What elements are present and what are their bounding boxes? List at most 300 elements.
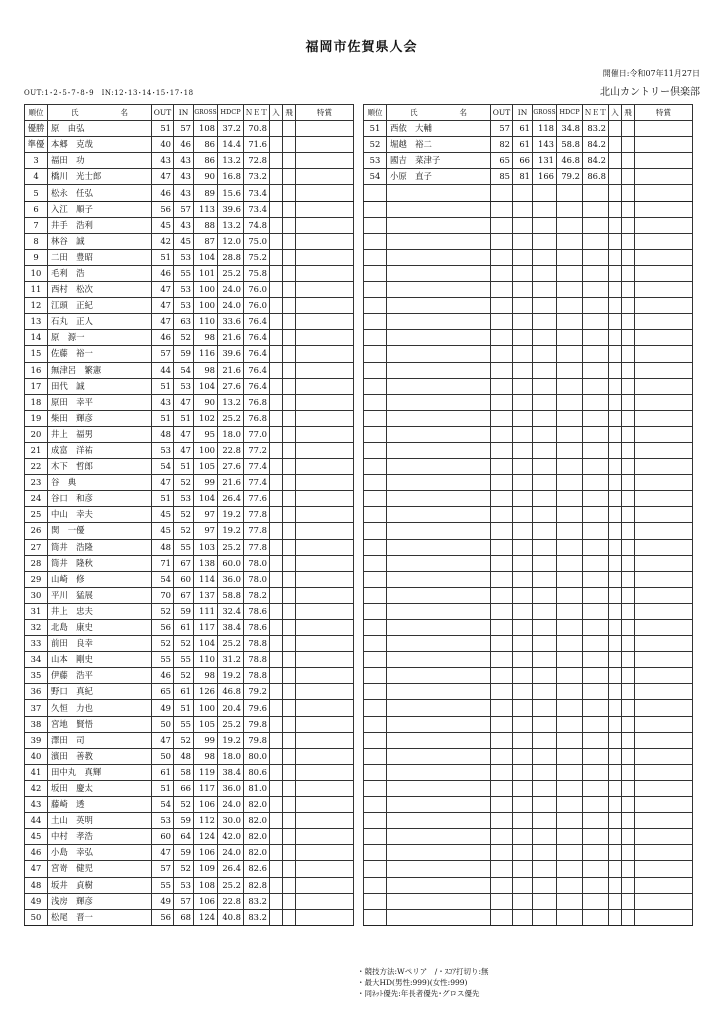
name-cell: 西村 松次 [48,282,152,298]
out-cell: 51 [152,410,174,426]
name-cell [387,249,491,265]
name-cell [387,909,491,925]
hi-cell [283,459,296,475]
prize-cell [296,555,354,571]
rank-cell: 18 [25,394,48,410]
hi-cell [283,587,296,603]
hdcp-cell: 16.8 [218,169,244,185]
out-cell [491,684,513,700]
in-cell [513,668,533,684]
name-cell: 二田 豊昭 [48,249,152,265]
iri-cell [270,330,283,346]
table-row [364,700,693,716]
gross-cell: 108 [194,877,218,893]
name-cell [387,185,491,201]
out-cell: 48 [152,539,174,555]
in-cell [513,265,533,281]
rank-cell [364,764,387,780]
iri-cell [609,603,622,619]
iri-cell [270,475,283,491]
net-cell [583,507,609,523]
in-cell: 61 [513,121,533,137]
in-cell [513,587,533,603]
name-cell: 中村 孝浩 [48,829,152,845]
prize-cell [296,362,354,378]
name-cell: 筒井 浩隆 [48,539,152,555]
table-row [25,829,354,845]
table-row [364,475,693,491]
gross-cell [533,797,557,813]
header-rank: 順位 [25,105,48,121]
table-row [364,169,693,185]
prize-cell [296,893,354,909]
hi-cell [283,249,296,265]
in-cell [513,700,533,716]
out-cell: 52 [152,603,174,619]
table-row [364,555,693,571]
out-cell: 61 [152,764,174,780]
hdcp-cell: 25.2 [218,410,244,426]
name-cell [387,603,491,619]
hdcp-cell: 24.0 [218,845,244,861]
name-cell: 山崎 修 [48,571,152,587]
iri-cell [609,555,622,571]
hdcp-cell: 46.8 [218,684,244,700]
out-cell [491,362,513,378]
prize-cell [296,394,354,410]
name-cell: 藤崎 透 [48,797,152,813]
in-cell [513,426,533,442]
out-cell [491,539,513,555]
name-cell [387,813,491,829]
name-cell [387,748,491,764]
gross-cell [533,539,557,555]
iri-cell [609,185,622,201]
gross-cell [533,716,557,732]
hdcp-cell [557,893,583,909]
iri-cell [270,620,283,636]
gross-cell: 137 [194,587,218,603]
hi-cell [283,282,296,298]
rank-cell: 19 [25,410,48,426]
prize-cell [635,362,693,378]
out-cell [491,282,513,298]
course-name: 北山カントリー倶楽部 [600,87,700,98]
out-cell: 52 [152,636,174,652]
hdcp-cell [557,700,583,716]
in-cell: 57 [174,893,194,909]
rank-cell [364,636,387,652]
header-row [364,105,693,121]
name-cell: 土山 英明 [48,813,152,829]
rank-cell [364,813,387,829]
hdcp-cell [557,265,583,281]
table-row [364,346,693,362]
net-cell: 76.8 [244,394,270,410]
prize-cell [635,748,693,764]
out-cell: 53 [152,813,174,829]
rank-cell: 37 [25,700,48,716]
hi-cell [283,378,296,394]
name-cell: 谷 典 [48,475,152,491]
table-row [25,684,354,700]
iri-cell [270,394,283,410]
iri-cell [270,716,283,732]
out-cell [491,893,513,909]
iri-cell [270,829,283,845]
table-row [364,861,693,877]
table-row [25,861,354,877]
name-cell [387,410,491,426]
name-cell [387,265,491,281]
header-gross: GROSS [533,105,557,121]
iri-cell [270,491,283,507]
out-cell [491,201,513,217]
table-row [25,314,354,330]
net-cell: 78.8 [244,652,270,668]
in-cell: 55 [174,539,194,555]
table-row [25,539,354,555]
out-cell [491,620,513,636]
hdcp-cell [557,587,583,603]
iri-cell [270,137,283,153]
rank-cell: 35 [25,668,48,684]
gross-cell: 97 [194,523,218,539]
hdcp-cell: 24.0 [218,282,244,298]
rank-cell: 6 [25,201,48,217]
name-cell [387,282,491,298]
rank-cell: 20 [25,426,48,442]
in-cell [513,298,533,314]
table-row [364,394,693,410]
rank-cell [364,845,387,861]
hdcp-cell [557,330,583,346]
out-cell: 85 [491,169,513,185]
table-row [25,587,354,603]
name-cell [387,298,491,314]
prize-cell [635,394,693,410]
iri-cell [609,314,622,330]
in-cell: 43 [174,169,194,185]
rank-cell [364,410,387,426]
gross-cell: 117 [194,780,218,796]
hdcp-cell: 14.4 [218,137,244,153]
hdcp-cell [557,636,583,652]
name-cell: 浅房 輝彦 [48,893,152,909]
gross-cell: 110 [194,652,218,668]
name-cell: 谷口 和彦 [48,491,152,507]
gross-cell [533,330,557,346]
iri-cell [270,700,283,716]
name-cell [387,829,491,845]
gross-cell [533,410,557,426]
name-cell [387,732,491,748]
rank-cell [364,475,387,491]
name-cell [387,668,491,684]
note-line: ・競技方法:Wペリア /・ｽｺｱ打切り:無 [357,967,489,976]
rank-cell: 10 [25,265,48,281]
name-cell: 原 由弘 [48,121,152,137]
net-cell: 79.2 [244,684,270,700]
rank-cell [364,797,387,813]
name-cell: 中山 幸夫 [48,507,152,523]
iri-cell [270,233,283,249]
net-cell [583,716,609,732]
prize-cell [635,153,693,169]
hi-cell [283,475,296,491]
results-table-right [363,104,693,926]
hi-cell [283,201,296,217]
out-cell [491,265,513,281]
out-cell [491,716,513,732]
net-cell: 77.8 [244,523,270,539]
hi-cell [283,121,296,137]
hi-cell [283,732,296,748]
prize-cell [635,668,693,684]
name-cell: 田代 誠 [48,378,152,394]
iri-cell [609,475,622,491]
prize-cell [296,378,354,394]
name-cell [387,700,491,716]
table-row [25,362,354,378]
hdcp-cell: 13.2 [218,153,244,169]
prize-cell [635,700,693,716]
prize-cell [296,346,354,362]
out-cell: 60 [152,829,174,845]
net-cell: 74.8 [244,217,270,233]
rank-cell: 4 [25,169,48,185]
net-cell: 76.4 [244,346,270,362]
prize-cell [296,298,354,314]
rank-cell: 16 [25,362,48,378]
name-cell: 坂田 慶太 [48,780,152,796]
net-cell [583,233,609,249]
in-cell: 59 [174,813,194,829]
prize-cell [296,426,354,442]
hi-cell [622,265,635,281]
net-cell [583,410,609,426]
prize-cell [296,797,354,813]
rank-cell: 23 [25,475,48,491]
hdcp-cell [557,346,583,362]
name-cell: 原 源一 [48,330,152,346]
prize-cell [296,636,354,652]
out-cell [491,555,513,571]
hdcp-cell: 15.6 [218,185,244,201]
hdcp-cell: 24.0 [218,797,244,813]
out-cell: 65 [152,684,174,700]
hdcp-cell: 58.8 [557,137,583,153]
hi-cell [283,555,296,571]
table-row [25,491,354,507]
out-cell [491,636,513,652]
in-cell: 53 [174,378,194,394]
net-cell: 78.0 [244,555,270,571]
gross-cell [533,780,557,796]
header-hdcp: HDCP [557,105,583,121]
hdcp-cell [557,426,583,442]
iri-cell [609,523,622,539]
prize-cell [635,780,693,796]
iri-cell [270,378,283,394]
rank-cell: 8 [25,233,48,249]
table-row [364,378,693,394]
out-cell [491,507,513,523]
gross-cell [533,217,557,233]
net-cell [583,877,609,893]
net-cell: 77.8 [244,507,270,523]
hi-cell [622,555,635,571]
in-cell: 57 [174,201,194,217]
out-cell [491,797,513,813]
hdcp-cell [557,829,583,845]
rank-cell [364,507,387,523]
gross-cell [533,845,557,861]
rank-cell [364,362,387,378]
iri-cell [270,636,283,652]
iri-cell [609,346,622,362]
out-cell [491,861,513,877]
out-cell [491,780,513,796]
name-cell: 伊藤 浩平 [48,668,152,684]
gross-cell: 105 [194,716,218,732]
prize-cell [635,603,693,619]
gross-cell [533,603,557,619]
rank-cell: 38 [25,716,48,732]
in-cell: 60 [174,571,194,587]
table-row [364,909,693,925]
hdcp-cell: 13.2 [218,394,244,410]
table-row [25,394,354,410]
hi-cell [283,909,296,925]
prize-cell [635,636,693,652]
header-out: OUT [152,105,174,121]
hdcp-cell: 26.4 [218,491,244,507]
hi-cell [622,764,635,780]
hi-cell [283,426,296,442]
hdcp-cell: 25.2 [218,716,244,732]
out-cell: 44 [152,362,174,378]
name-cell: 成富 洋祐 [48,442,152,458]
hi-cell [283,620,296,636]
in-cell: 53 [174,282,194,298]
out-cell [491,249,513,265]
hdcp-cell [557,845,583,861]
in-cell: 54 [174,362,194,378]
hdcp-cell [557,780,583,796]
table-row [364,732,693,748]
out-cell: 54 [152,571,174,587]
iri-cell [609,539,622,555]
hi-cell [622,813,635,829]
gross-cell: 105 [194,459,218,475]
table-row [25,700,354,716]
hdcp-cell: 21.6 [218,475,244,491]
hdcp-cell: 38.4 [218,764,244,780]
out-cell: 51 [152,378,174,394]
in-cell: 47 [174,442,194,458]
hdcp-cell [557,716,583,732]
hi-cell [622,507,635,523]
out-cell: 56 [152,909,174,925]
rank-cell [364,620,387,636]
net-cell: 83.2 [244,909,270,925]
table-row [364,603,693,619]
net-cell [583,282,609,298]
net-cell: 76.8 [244,410,270,426]
net-cell: 73.2 [244,169,270,185]
net-cell: 80.0 [244,748,270,764]
hi-cell [622,121,635,137]
iri-cell [609,620,622,636]
gross-cell: 98 [194,330,218,346]
header-net: ＮＥＴ [244,105,270,121]
gross-cell [533,620,557,636]
in-cell [513,346,533,362]
gross-cell [533,829,557,845]
in-cell: 66 [174,780,194,796]
hdcp-cell: 79.2 [557,169,583,185]
prize-cell [296,201,354,217]
rank-cell: 48 [25,877,48,893]
in-cell: 53 [174,249,194,265]
name-cell [387,475,491,491]
hi-cell [283,636,296,652]
hi-cell [622,491,635,507]
header-in: IN [513,105,533,121]
prize-cell [296,732,354,748]
in-cell [513,620,533,636]
in-cell [513,314,533,330]
prize-cell [296,153,354,169]
gross-cell: 109 [194,861,218,877]
gross-cell: 124 [194,829,218,845]
iri-cell [270,442,283,458]
in-cell [513,555,533,571]
prize-cell [296,700,354,716]
net-cell [583,491,609,507]
name-cell: 野口 真紀 [48,684,152,700]
net-cell: 73.4 [244,201,270,217]
hole-selection: OUT:1･2･5･7･8･9 IN:12･13･14･15･17･18 [24,89,194,97]
in-cell: 45 [174,233,194,249]
hdcp-cell [557,539,583,555]
out-cell [491,909,513,925]
out-cell [491,233,513,249]
rank-cell: 33 [25,636,48,652]
iri-cell [270,893,283,909]
out-cell: 57 [152,861,174,877]
name-cell: 無津呂 繁憲 [48,362,152,378]
hi-cell [283,265,296,281]
in-cell [513,764,533,780]
gross-cell: 100 [194,700,218,716]
in-cell: 52 [174,668,194,684]
table-row [25,233,354,249]
hi-cell [283,603,296,619]
rank-cell [364,346,387,362]
gross-cell: 126 [194,684,218,700]
header-in: IN [174,105,194,121]
table-row [25,636,354,652]
iri-cell [270,748,283,764]
hdcp-cell [557,652,583,668]
net-cell: 73.4 [244,185,270,201]
gross-cell [533,378,557,394]
in-cell: 51 [174,700,194,716]
out-cell [491,877,513,893]
table-row [25,780,354,796]
